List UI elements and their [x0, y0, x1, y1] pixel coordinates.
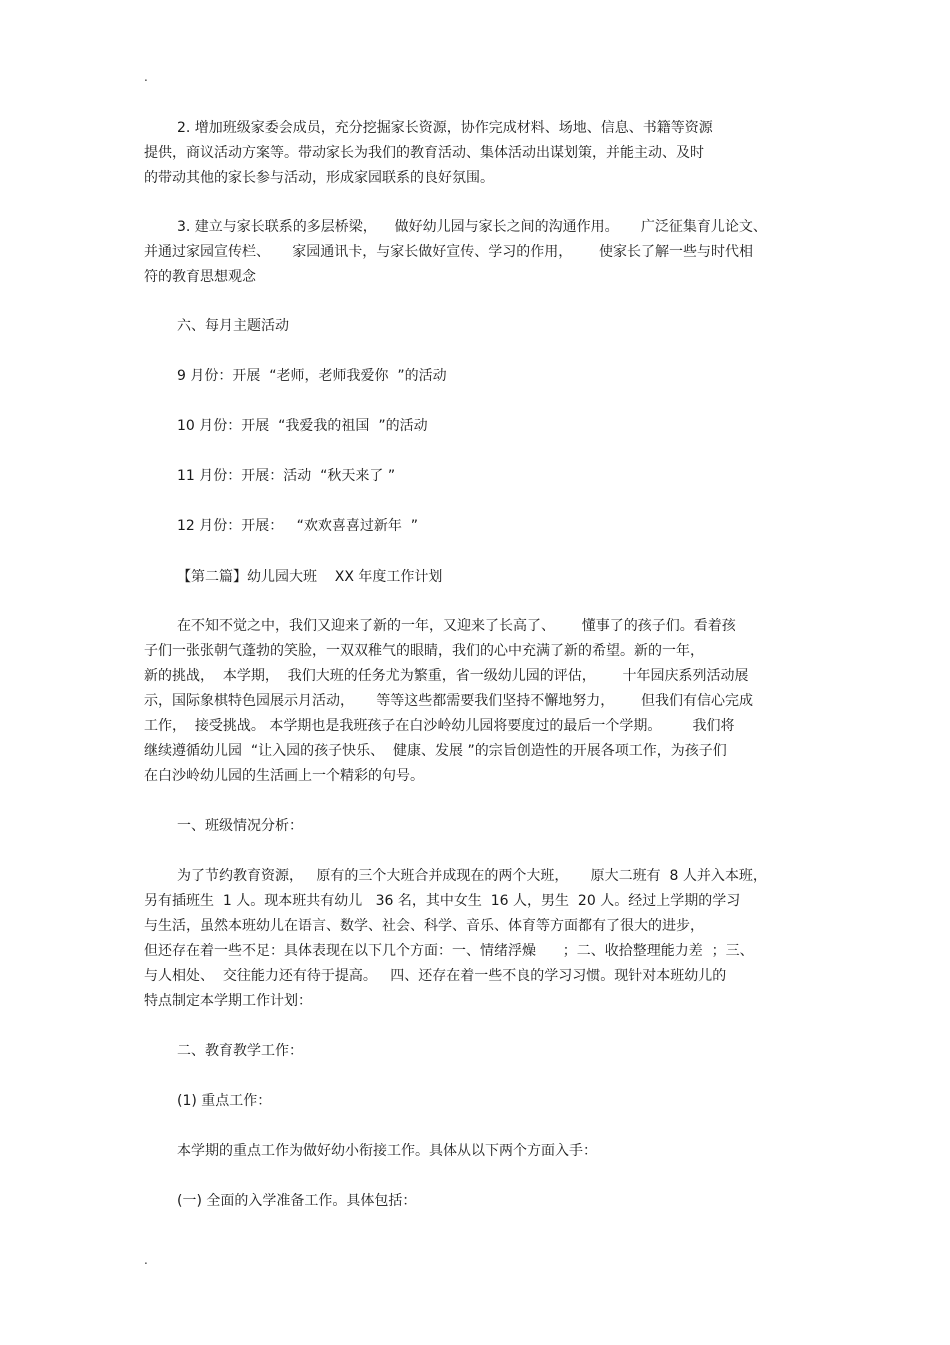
month-10-item: 10 月份：开展 “我爱我的祖国 ”的活动	[177, 418, 428, 434]
month-9-item: 9 月份：开展 “老师，老师我爱你 ”的活动	[177, 368, 447, 384]
heading-key-work: (1) 重点工作：	[177, 1093, 272, 1109]
class-line-4: 但还存在着一些不足：具体表现在以下几个方面：一、情绪浮燥 ；二、收拾整理能力差 ；三、	[144, 943, 754, 959]
paragraph-2-line-2: 提供，商议活动方案等。带动家长为我们的教育活动、集体活动出谋划策，并能主动、及时	[144, 145, 704, 161]
paragraph-3-line-1: 3. 建立与家长联系的多层桥梁， 做好幼儿园与家长之间的沟通作用。 广泛征集育儿论文、	[177, 219, 767, 235]
paragraph-3-line-2: 并通过家园宣传栏、 家园通讯卡，与家长做好宣传、学习的作用， 使家长了解一些与时代相	[144, 244, 753, 260]
intro-line-2: 子们一张张朝气蓬勃的笑脸，一双双稚气的眼睛，我们的心中充满了新的希望。新的一年，	[144, 643, 704, 659]
key-work-text: 本学期的重点工作为做好幼小衔接工作。具体从以下两个方面入手：	[177, 1143, 597, 1159]
intro-line-3: 新的挑战， 本学期， 我们大班的任务尤为繁重，省一级幼儿园的评估， 十年园庆系列活动展	[144, 668, 749, 684]
class-line-3: 与生活，虽然本班幼儿在语言、数学、社会、科学、音乐、体育等方面都有了很大的进步，	[144, 918, 704, 934]
intro-line-6: 继续遵循幼儿园 “让入园的孩子快乐、 健康、发展 ”的宗旨创造性的开展各项工作，为孩子们	[144, 743, 727, 759]
section-title-second-plan: 【第二篇】幼儿园大班 XX 年度工作计划	[177, 569, 443, 585]
intro-line-5: 工作， 接受挑战。 本学期也是我班孩子在白沙岭幼儿园将要度过的最后一个学期。 我们将	[144, 718, 735, 734]
class-line-2: 另有插班生 1 人。现本班共有幼儿 36 名，其中女生 16 人，男生 20 人。经过上学期的学习	[144, 893, 741, 909]
class-line-6: 特点制定本学期工作计划：	[144, 993, 312, 1009]
intro-line-7: 在白沙岭幼儿园的生活画上一个精彩的句号。	[144, 768, 424, 784]
paragraph-3-line-3: 符的教育思想观念	[144, 269, 256, 285]
intro-line-4: 示，国际象棋特色园展示月活动， 等等这些都需要我们坚持不懈地努力， 但我们有信心完成	[144, 693, 753, 709]
class-line-5: 与人相处、 交往能力还有待于提高。 四、还存在着一些不良的学习习惯。现针对本班幼儿的	[144, 968, 727, 984]
heading-school-preparation: (一) 全面的入学准备工作。具体包括：	[177, 1193, 417, 1209]
paragraph-2-line-3: 的带动其他的家长参与活动，形成家园联系的良好氛围。	[144, 170, 494, 186]
heading-class-analysis: 一、班级情况分析：	[177, 818, 303, 834]
intro-line-1: 在不知不觉之中，我们又迎来了新的一年，又迎来了长高了、 懂事了的孩子们。看着孩	[177, 618, 736, 634]
month-11-item: 11 月份：开展：活动 “秋天来了 ”	[177, 468, 396, 484]
heading-education-work: 二、教育教学工作：	[177, 1043, 303, 1059]
page-dot-bottom: .	[144, 1253, 148, 1267]
page-dot-top: .	[144, 70, 148, 84]
heading-monthly-themes: 六、每月主题活动	[177, 318, 289, 334]
class-line-1: 为了节约教育资源， 原有的三个大班合并成现在的两个大班， 原大二班有 8 人并入本班，	[177, 868, 767, 884]
month-12-item: 12 月份：开展： “欢欢喜喜过新年 ”	[177, 518, 419, 534]
paragraph-2-line-1: 2. 增加班级家委会成员，充分挖掘家长资源，协作完成材料、场地、信息、书籍等资源	[177, 120, 713, 136]
